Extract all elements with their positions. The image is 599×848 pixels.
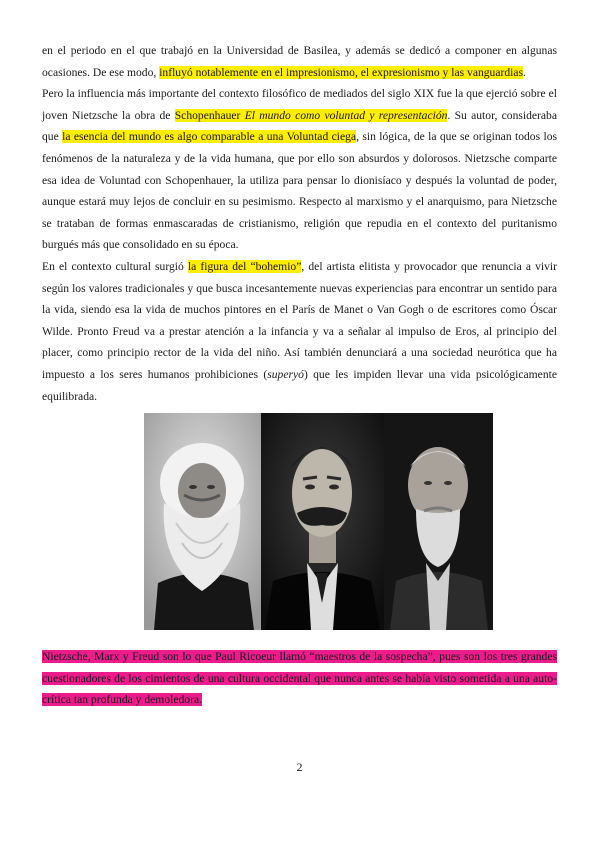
page-number: 2: [296, 760, 303, 774]
portrait-freud: [384, 413, 493, 630]
p1-highlight-1: influyó notablemente en el impresionismo, el expresionismo y las vanguardias: [159, 65, 524, 79]
p2-text-1: Pero la influencia más importante del contexto filosófico de mediados del siglo XIX fue la que ejerció sobre el joven Nietzsche la obra de: [42, 87, 557, 122]
p3-emphasis: superyó: [267, 367, 304, 381]
portrait-marx: [144, 413, 261, 630]
p2-highlight-author: Schopenhauer: [174, 108, 245, 122]
p2-text-3: , sin lógica, de la que se originan todos los fenómenos de la naturaleza y de la vida humana, que por ello son absurdos y dolorosos. Nietzsche comparte esa idea de Voluntad con Schopenhauer, la utiliza para pensar lo dionisíaco y después la voluntad de poder, aunque estará muy lejos de concluir en su pesimismo. Respecto al marxismo y el anarquismo, para Nietzsche se trataban de formas enmascaradas de cristianismo, religión que repudia en el contexto del puritanismo burgués más que consolidado en su época.: [42, 130, 557, 252]
caption-text: Nietzsche, Marx y Freud son lo que Paul Ricoeur llamó “maestros de la sospecha”, pues son los tres grandes cuestionadores de los cimientos de una cultura occidental que nunca antes se había visto sometida a una auto-crítica tan profunda y demoledora.: [42, 650, 557, 707]
portraits-image: [144, 413, 493, 630]
p3-text-2: , del artista elitista y provocador que renuncia a vivir según los valores tradicionales y que busca incesantemente nuevas experiencias para encontrar un sentido para la vida, siendo esa la vida de muchos pintores en el París de Manet o Van Gogh o de escritores como Óscar Wilde. Pronto Freud va a prestar atención a la infancia y va a señalar al impulso de Eros, al principio del placer, como principio rector de la vida del niño. Así también denunciará a una sociedad neurótica que ha impuesto a los seres humanos prohibiciones (: [42, 259, 557, 381]
body-text: [42, 40, 557, 407]
p1-text-1: en el periodo en el que trabajó en la Universidad de Basilea, y además se dedicó a componer en algunas ocasiones. De ese modo,: [42, 44, 557, 79]
p1-text-2: .: [523, 65, 526, 79]
p3-text-3: ) que les impiden llevar una vida psicológicamente equilibrada.: [42, 367, 557, 403]
portrait-nietzsche: [261, 413, 384, 630]
p2-highlight-2: la esencia del mundo es algo comparable a una Voluntad ciega: [62, 130, 357, 144]
paragraph-3: [42, 256, 557, 407]
paragraph-1: [42, 40, 557, 83]
image-caption: [42, 646, 557, 711]
p3-text-1: En el contexto cultural surgió: [42, 259, 188, 273]
p2-highlight-book-title: El mundo como voluntad y representación: [244, 108, 448, 122]
p2-text-2: . Su autor, consideraba que: [42, 108, 557, 144]
paragraph-2: [42, 83, 557, 256]
p3-highlight-1: la figura del “bohemio”: [187, 259, 302, 273]
